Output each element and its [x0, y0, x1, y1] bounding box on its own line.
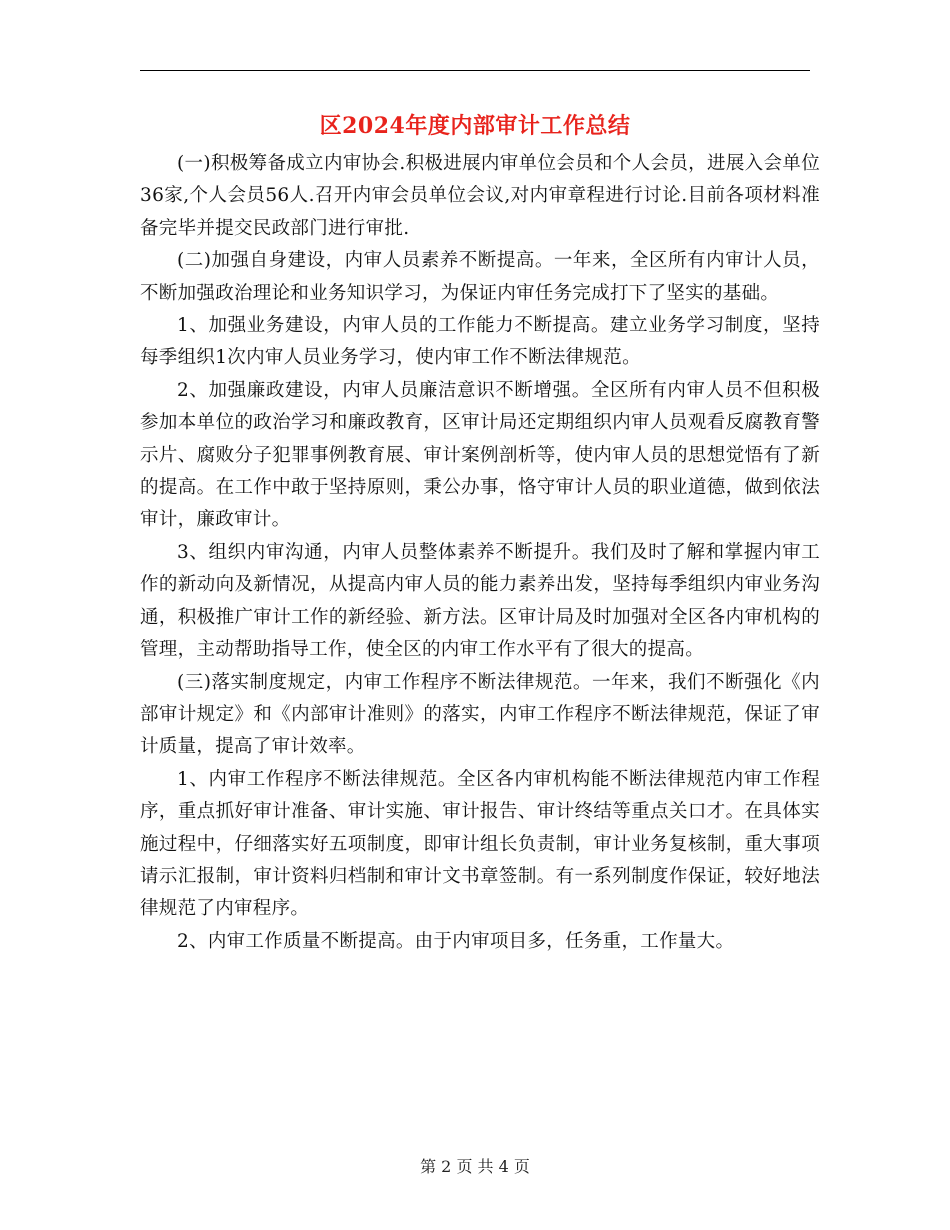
page-number-footer: 第 2 页 共 4 页 [420, 1157, 530, 1176]
paragraph-8: 2、内审工作质量不断提高。由于内审项目多，任务重，工作量大。 [177, 930, 735, 952]
paragraph-1: (一)积极筹备成立内审协会.积极进展内审单位会员和个人会员，进展入会单位36家,个人会员56人.召开内审会员单位会议,对内审章程进行讨论.目前各项材料准备完毕并提交民政部门进行审批. [140, 153, 820, 239]
paragraph-6: (三)落实制度规定，内审工作程序不断法律规范。一年来，我们不断强化《内部审计规定》和《内部审计准则》的落实，内审工作程序不断法律规范，保证了审计质量，提高了审计效率。 [140, 671, 820, 758]
paragraph-2: (二)加强自身建设，内审人员素养不断提高。一年来，全区所有内审计人员，不断加强政治理论和业务知识学习，为保证内审任务完成打下了坚实的基础。 [140, 250, 820, 304]
paragraph-4: 2、加强廉政建设，内审人员廉洁意识不断增强。全区所有内审人员不但积极参加本单位的政治学习和廉政教育，区审计局还定期组织内审人员观看反腐教育警示片、腐败分子犯罪事例教育展、审计案例剖析等，使内审人员的思想觉悟有了新的提高。在工作中敢于坚持原则，秉公办事，恪守审计人员的职业道德，做到依法审计，廉政审计。 [140, 379, 820, 531]
paragraph-7: 1、内审工作程序不断法律规范。全区各内审机构能不断法律规范内审工作程序，重点抓好审计准备、审计实施、审计报告、审计终结等重点关口才。在具体实施过程中，仔细落实好五项制度，即审计组长负责制，审计业务复核制，重大事项请示汇报制，审计资料归档制和审计文书章签制。有一系列制度作保证，较好地法律规范了内审程序。 [140, 768, 820, 920]
paragraph-3: 1、加强业务建设，内审人员的工作能力不断提高。建立业务学习制度，坚持每季组织1次内审人员业务学习，使内审工作不断法律规范。 [140, 315, 820, 369]
document-title: 区2024年度内部审计工作总结 [319, 113, 631, 139]
document-body [140, 148, 820, 958]
header-rule [140, 70, 810, 71]
paragraph-5: 3、组织内审沟通，内审人员整体素养不断提升。我们及时了解和掌握内审工作的新动向及新情况，从提高内审人员的能力素养出发，坚持每季组织内审业务沟通，积极推广审计工作的新经验、新方法。区审计局及时加强对全区各内审机构的管理，主动帮助指导工作，使全区的内审工作水平有了很大的提高。 [140, 541, 820, 661]
